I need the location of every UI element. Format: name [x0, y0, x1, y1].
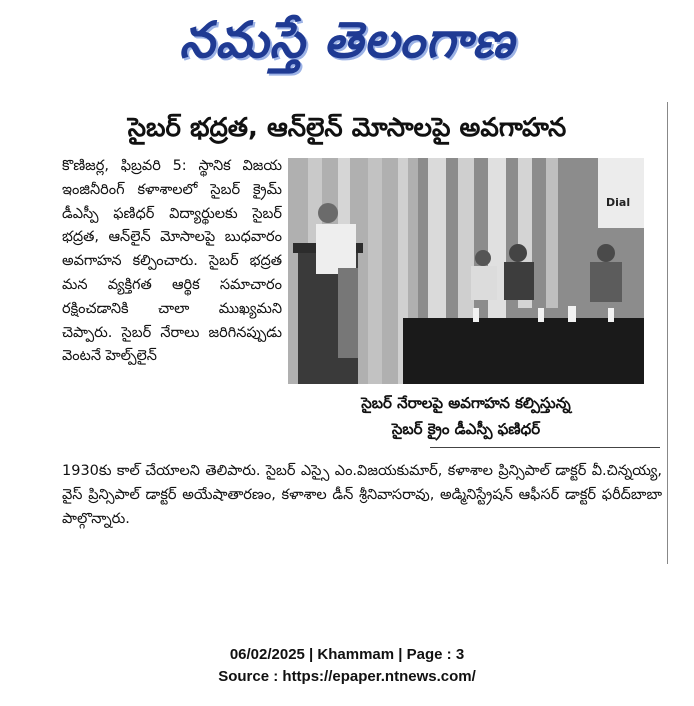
footer-source: Source : https://epaper.ntnews.com/ [218, 668, 476, 685]
article-column-text [62, 155, 282, 369]
photo-caption [288, 390, 644, 442]
banner-text: Dial [606, 196, 631, 209]
article-paragraph: కొణిజర్ల, ఫిబ్రవరి 5: స్థానిక విజయ ఇంజినీరింగ్ కళాశాలలో సైబర్ క్రైమ్ డీఎస్పీ ఫణిధర్ విద్యార్థులకు సైబర్ భద్రత, ఆన్‌లైన్ మోసాలపై బుధవారం అవగాహన కల్పించారు. సైబర్ భద్రత మన వ్యక్తిగత ఆర్థిక సమాచారం రక్షించడానికి చాలా ముఖ్యమని చెప్పారు. సైబర్ నేరాలు జరిగినప్పుడు వెంటనే హెల్ప్‌లైన్ [62, 158, 282, 365]
article-headline: సైబర్ భద్రత, ఆన్‌లైన్ మోసాలపై అవగాహన [127, 113, 567, 143]
column-divider [667, 102, 668, 564]
footer-date-edition: 06/02/2025 | Khammam | Page : 3 [229, 646, 465, 663]
caption-line-2: సైబర్ క్రైం డీఎస్పీ ఫణిధర్ [391, 420, 541, 438]
news-photo-illustration [288, 158, 644, 384]
caption-divider [430, 447, 660, 448]
masthead-title: నమస్తే తెలంగాణ [179, 11, 515, 69]
article-full-width-text: 1930కు కాల్ చేయాలని తెలిపారు. సైబర్ ఎస్సై ఎం.విజయకుమార్, కళాశాల ప్రిన్సిపాల్ డాక్టర్ వీ.చిన్నయ్య, వైస్ ప్రిన్సిపాల్ డాక్టర్ అయేషాతారణం, కళాశాల డీన్ శ్రీనివాసరావు, అడ్మినిస్ట్రేషన్ ఆఫీసర్ డాక్టర్ ఫరీద్‌బాబా పాల్గొన్నారు. [62, 463, 662, 527]
caption-line-1: సైబర్ నేరాలపై అవగాహన కల్పిస్తున్న [361, 394, 571, 412]
news-photo [288, 158, 644, 384]
